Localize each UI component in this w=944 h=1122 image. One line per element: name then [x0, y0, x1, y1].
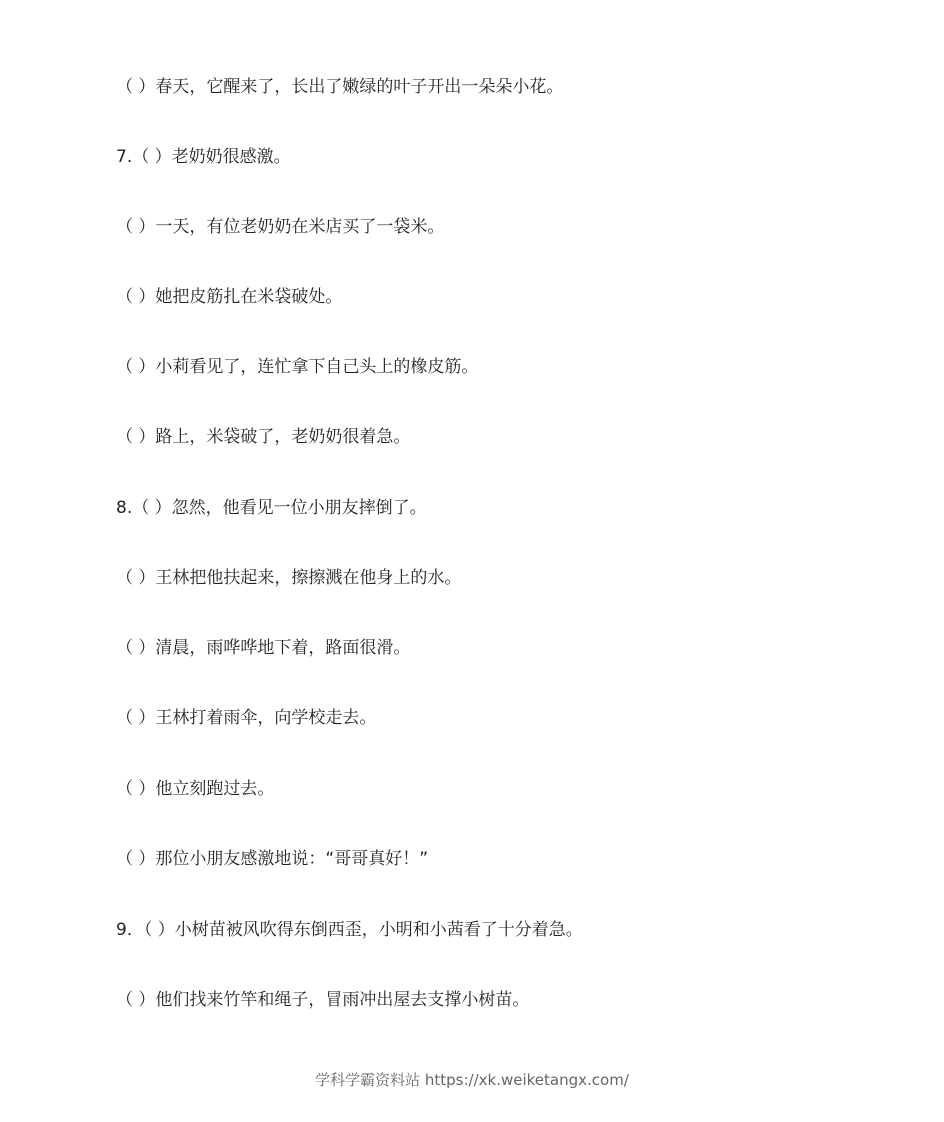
sentence-line: （ ）那位小朋友感激地说：“哥哥真好！”: [116, 849, 429, 869]
sentence-line: （ ）他们找来竹竿和绳子，冒雨冲出屋去支撑小树苗。: [116, 990, 530, 1010]
sentence-line: （ ）他立刻跑过去。: [116, 779, 275, 799]
sentence-line: （ ）小莉看见了，连忙拿下自己头上的橡皮筋。: [116, 357, 479, 377]
sentence-line: （ ）春天，它醒来了，长出了嫩绿的叶子开出一朵朵小花。: [116, 77, 564, 97]
question-7-heading: 7.（ ）老奶奶很感激。: [116, 147, 291, 167]
question-8-heading: 8.（ ）忽然，他看见一位小朋友摔倒了。: [116, 498, 427, 518]
sentence-line: （ ）路上，米袋破了，老奶奶很着急。: [116, 427, 411, 447]
sentence-line: （ ）王林打着雨伞，向学校走去。: [116, 708, 377, 728]
footer-watermark: 学科学霸资料站 https://xk.weiketangx.com/: [315, 1071, 629, 1089]
sentence-line: （ ）王林把他扶起来，擦擦溅在他身上的水。: [116, 568, 462, 588]
sentence-line: （ ）一天，有位老奶奶在米店买了一袋米。: [116, 217, 445, 237]
sentence-line: （ ）清晨，雨哗哗地下着，路面很滑。: [116, 638, 411, 658]
sentence-line: （ ）她把皮筋扎在米袋破处。: [116, 287, 343, 307]
question-9-heading: 9．（ ）小树苗被风吹得东倒西歪，小明和小茜看了十分着急。: [116, 920, 583, 940]
